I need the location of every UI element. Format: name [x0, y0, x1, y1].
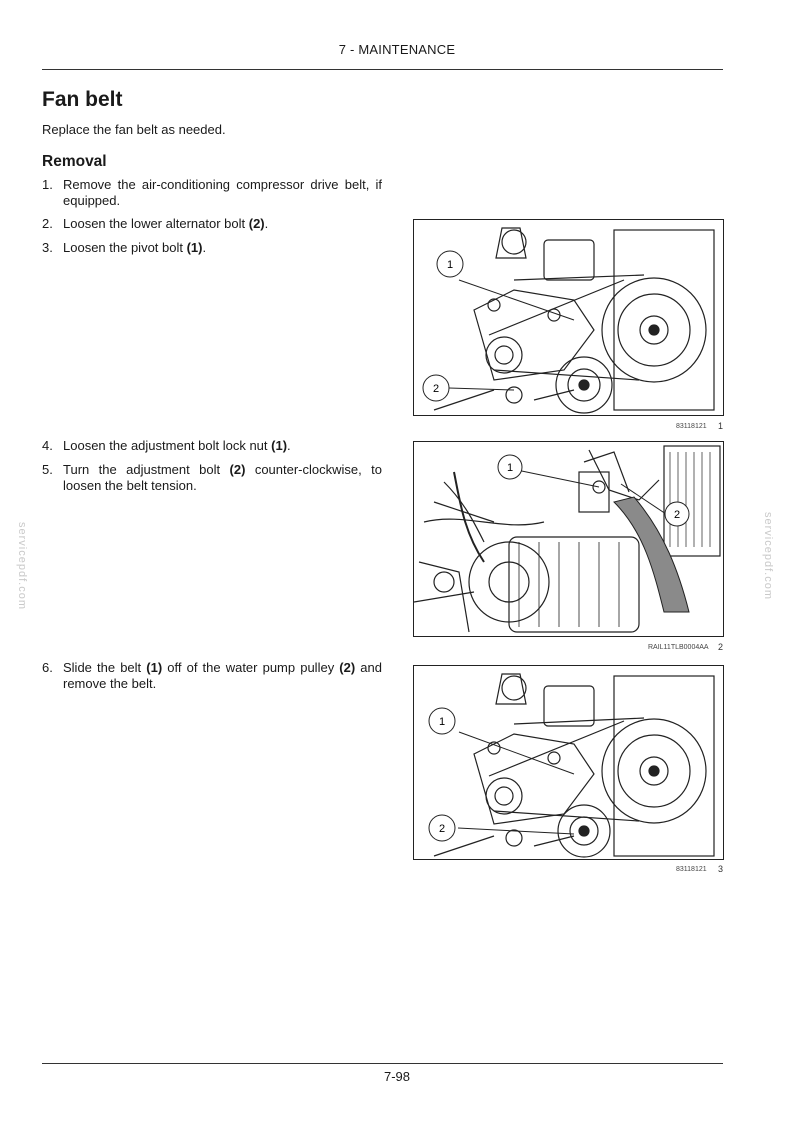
callout-label: 2	[439, 823, 446, 835]
engine-illustration	[414, 666, 723, 859]
step-5	[42, 462, 382, 494]
watermark-left: servicepdf.com	[15, 522, 28, 610]
step-4	[42, 438, 382, 454]
step-text: Loosen the pivot bolt (1).	[63, 240, 207, 255]
page-title: Fan belt	[42, 88, 123, 111]
step-text: Loosen the adjustment bolt lock nut (1).	[63, 438, 291, 453]
figure-3-water-pump-pulley	[413, 665, 724, 860]
step-text: Slide the belt (1) off of the water pump pulley (2) and remove the belt.	[63, 660, 382, 691]
step-1	[42, 177, 382, 209]
step-number: 5.	[42, 462, 53, 477]
figure-2-ref: RAIL11TLB0004AA	[648, 644, 709, 651]
step-number: 1.	[42, 177, 53, 192]
callout-label: 2	[433, 383, 440, 395]
callout-label: 1	[507, 462, 514, 474]
step-number: 4.	[42, 438, 53, 453]
intro-text: Replace the fan belt as needed.	[42, 122, 226, 137]
figure-2-alternator	[413, 441, 724, 637]
step-3	[42, 240, 382, 256]
figure-2-number: 2	[718, 642, 724, 652]
step-number: 6.	[42, 660, 53, 675]
step-text: Loosen the lower alternator bolt (2).	[63, 216, 269, 231]
step-6	[42, 660, 382, 692]
step-text: Turn the adjustment bolt (2) counter-clockwise, to loosen the belt tension.	[63, 462, 382, 493]
page-number: 7-98	[383, 1069, 411, 1084]
step-text: Remove the air-conditioning compressor drive belt, if equipped.	[63, 177, 382, 208]
engine-illustration	[414, 220, 723, 415]
callout-label: 1	[439, 716, 446, 728]
step-2	[42, 216, 382, 232]
callout-label: 1	[447, 259, 454, 271]
watermark-right: servicepdf.com	[761, 512, 774, 600]
footer-rule	[42, 1063, 723, 1064]
callout-label: 2	[674, 509, 681, 521]
step-number: 2.	[42, 216, 53, 231]
figure-3-number: 3	[718, 864, 724, 874]
figure-3-ref: 83118121	[676, 866, 707, 873]
alternator-illustration	[414, 442, 723, 636]
figure-1-number: 1	[718, 421, 724, 431]
step-number: 3.	[42, 240, 53, 255]
figure-1-engine-pulleys	[413, 219, 724, 416]
header-rule	[42, 69, 723, 70]
running-header: 7 - MAINTENANCE	[338, 42, 456, 57]
figure-1-ref: 83118121	[676, 423, 707, 430]
removal-heading: Removal	[42, 153, 107, 170]
